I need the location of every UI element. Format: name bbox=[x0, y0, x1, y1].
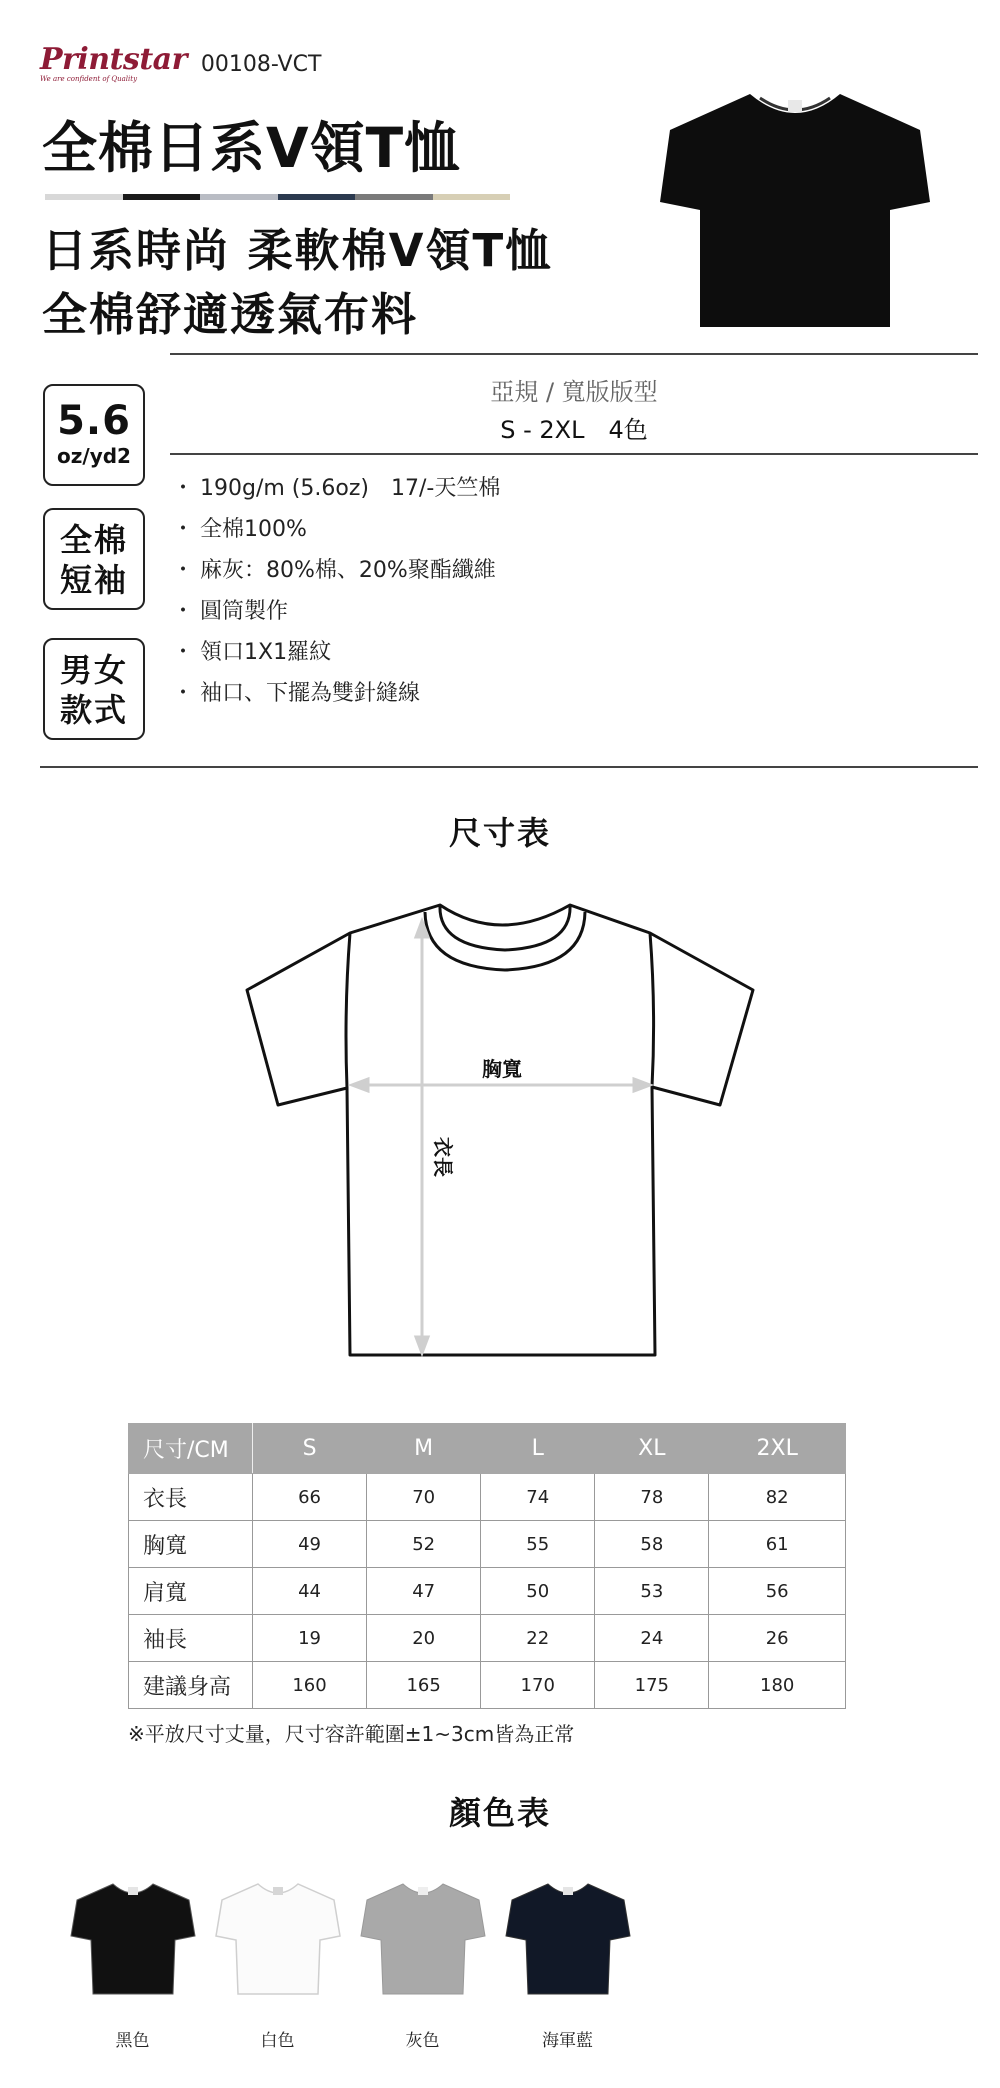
color-label: 灰色 bbox=[405, 2031, 440, 2051]
stripe-segment bbox=[200, 194, 278, 200]
table-cell: 74 bbox=[481, 1474, 595, 1521]
row-label: 建議身高 bbox=[129, 1662, 253, 1709]
divider-bottom bbox=[40, 766, 978, 768]
gender-badge-line2: 款式 bbox=[59, 691, 128, 729]
gender-badge-line1: 男女 bbox=[59, 651, 128, 689]
tshirt-navy-icon bbox=[504, 1878, 632, 1996]
color-swatches bbox=[60, 1878, 640, 2051]
fit-type: 亞規 / 寬版版型 bbox=[490, 378, 658, 406]
divider-mid bbox=[170, 453, 978, 455]
brand-logo-text: Printstar bbox=[40, 42, 187, 77]
color-swatch-black bbox=[60, 1878, 205, 2051]
table-cell: 70 bbox=[367, 1474, 481, 1521]
stripe-segment bbox=[433, 194, 511, 200]
weight-badge bbox=[43, 384, 145, 486]
table-cell: 56 bbox=[709, 1568, 846, 1615]
table-cell: 24 bbox=[595, 1615, 709, 1662]
list-item: ・ 190g/m (5.6oz) 17/-天竺棉 bbox=[172, 468, 500, 509]
list-item: ・ 領口1X1羅紋 bbox=[172, 632, 500, 673]
material-badge-line1: 全棉 bbox=[59, 521, 128, 559]
table-cell: 55 bbox=[481, 1521, 595, 1568]
stripe-segment bbox=[355, 194, 433, 200]
table-cell: 53 bbox=[595, 1568, 709, 1615]
material-badge bbox=[43, 508, 145, 610]
table-row bbox=[129, 1662, 846, 1709]
color-label: 海軍藍 bbox=[542, 2031, 593, 2051]
weight-value: 5.6 bbox=[57, 398, 131, 444]
brand-logo bbox=[40, 42, 187, 83]
tshirt-grey-icon bbox=[359, 1878, 487, 1996]
table-row bbox=[129, 1474, 846, 1521]
color-label: 白色 bbox=[260, 2031, 295, 2051]
table-header-label: 尺寸/CM bbox=[129, 1424, 253, 1474]
table-cell: 170 bbox=[481, 1662, 595, 1709]
table-header-size: L bbox=[481, 1424, 595, 1474]
list-item: ・ 全棉100% bbox=[172, 509, 500, 550]
hero-tshirt-image bbox=[655, 82, 935, 332]
subtitle-line-1: 日系時尚 柔軟棉V領T恤 bbox=[42, 224, 553, 277]
material-badge-line2: 短袖 bbox=[59, 561, 128, 599]
table-cell: 19 bbox=[253, 1615, 367, 1662]
table-cell: 165 bbox=[367, 1662, 481, 1709]
color-swatch-white bbox=[205, 1878, 350, 2051]
table-cell: 49 bbox=[253, 1521, 367, 1568]
table-cell: 160 bbox=[253, 1662, 367, 1709]
feature-list bbox=[172, 468, 500, 714]
row-label: 胸寬 bbox=[129, 1521, 253, 1568]
table-header-size: 2XL bbox=[709, 1424, 846, 1474]
table-cell: 58 bbox=[595, 1521, 709, 1568]
table-cell: 22 bbox=[481, 1615, 595, 1662]
color-swatch-navy bbox=[495, 1878, 640, 2051]
tshirt-black-icon bbox=[69, 1878, 197, 1996]
size-range: S - 2XL 4色 bbox=[500, 416, 648, 444]
color-chart-title: 顏色表 bbox=[448, 1794, 551, 1832]
table-cell: 52 bbox=[367, 1521, 481, 1568]
table-cell: 175 bbox=[595, 1662, 709, 1709]
chest-width-label: 胸寬 bbox=[482, 1057, 522, 1081]
table-cell: 50 bbox=[481, 1568, 595, 1615]
table-cell: 66 bbox=[253, 1474, 367, 1521]
size-chart-title: 尺寸表 bbox=[448, 814, 551, 852]
brand-row bbox=[40, 42, 322, 83]
color-label: 黑色 bbox=[115, 2031, 150, 2051]
list-item: ・ 圓筒製作 bbox=[172, 591, 500, 632]
list-item: ・ 袖口、下擺為雙針縫線 bbox=[172, 673, 500, 714]
model-code: 00108-VCT bbox=[200, 52, 322, 77]
size-note: ※平放尺寸丈量，尺寸容許範圍±1~3cm皆為正常 bbox=[128, 1722, 575, 1746]
weight-unit: oz/yd2 bbox=[57, 444, 131, 468]
table-row bbox=[129, 1568, 846, 1615]
table-header-size: XL bbox=[595, 1424, 709, 1474]
table-header-size: M bbox=[367, 1424, 481, 1474]
brand-tagline: We are confident of Quality bbox=[40, 75, 138, 83]
body-length-label: 衣長 bbox=[431, 1137, 455, 1177]
stripe-segment bbox=[278, 194, 356, 200]
tshirt-white-icon bbox=[214, 1878, 342, 1996]
color-stripe bbox=[45, 194, 510, 200]
row-label: 肩寬 bbox=[129, 1568, 253, 1615]
gender-badge bbox=[43, 638, 145, 740]
divider-top bbox=[170, 353, 978, 355]
table-cell: 44 bbox=[253, 1568, 367, 1615]
subtitle-line-2: 全棉舒適透氣布料 bbox=[42, 288, 419, 341]
table-cell: 61 bbox=[709, 1521, 846, 1568]
table-header-row bbox=[129, 1424, 846, 1474]
stripe-segment bbox=[45, 194, 123, 200]
stripe-segment bbox=[123, 194, 201, 200]
size-table bbox=[128, 1423, 846, 1709]
row-label: 袖長 bbox=[129, 1615, 253, 1662]
color-swatch-grey bbox=[350, 1878, 495, 2051]
row-label: 衣長 bbox=[129, 1474, 253, 1521]
list-item: ・ 麻灰：80%棉、20%聚酯纖維 bbox=[172, 550, 500, 591]
table-cell: 47 bbox=[367, 1568, 481, 1615]
table-cell: 26 bbox=[709, 1615, 846, 1662]
table-cell: 78 bbox=[595, 1474, 709, 1521]
table-cell: 180 bbox=[709, 1662, 846, 1709]
table-row bbox=[129, 1521, 846, 1568]
table-header-size: S bbox=[253, 1424, 367, 1474]
table-cell: 82 bbox=[709, 1474, 846, 1521]
table-cell: 20 bbox=[367, 1615, 481, 1662]
page-title: 全棉日系V領T恤 bbox=[42, 116, 461, 180]
tshirt-measurement-diagram bbox=[240, 895, 760, 1365]
table-row bbox=[129, 1615, 846, 1662]
